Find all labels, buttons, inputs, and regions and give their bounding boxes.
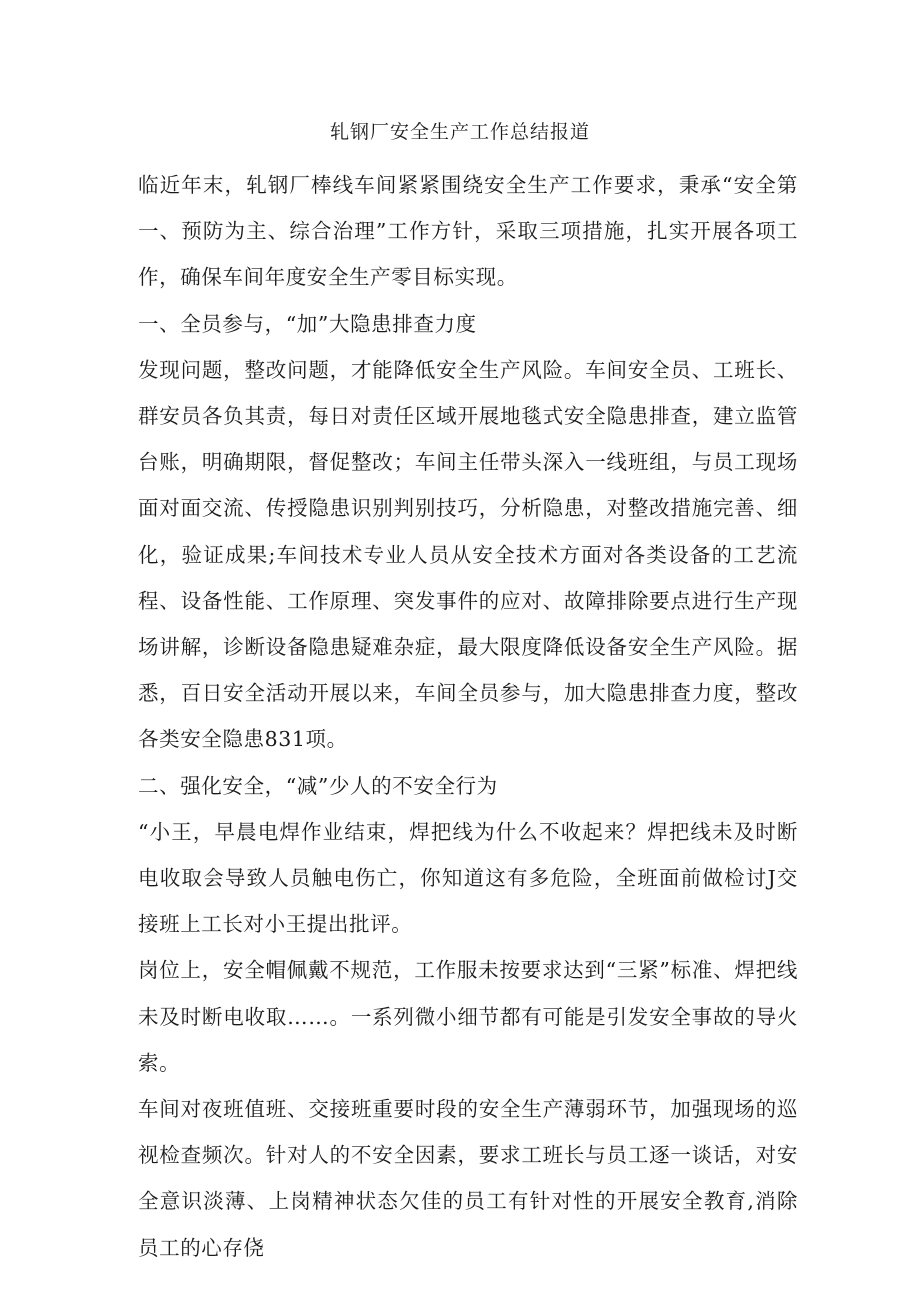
paragraph-intro: 临近年末，轧钢厂棒线车间紧紧围绕安全生产工作要求，秉承“安全第一、预防为主、综合治理”工作方针，采取三项措施，扎实开展各项工作，确保车间年度安全生产零目标实现。 xyxy=(138,173,798,290)
paragraph-quote: “小王，早晨电焊作业结束，焊把线为什么不收起来？焊把线未及时断电收取会导致人员触电伤亡，你知道这有多危险，全班面前做检讨J交接班上工长对小王提出批评。 xyxy=(138,819,798,937)
section-heading-1: 一、全员参与，“加”大隐患排查力度 xyxy=(138,311,477,336)
section-heading-2: 二、强化安全，“减”少人的不安全行为 xyxy=(138,773,498,798)
paragraph-details: 岗位上，安全帽佩戴不规范，工作服未按要求达到“三紧”标准、焊把线未及时断电收取……。一系列微小细节都有可能是引发安全事故的导火索。 xyxy=(138,958,798,1075)
document-body xyxy=(138,162,798,1271)
document-title: 轧钢厂安全生产工作总结报道 xyxy=(329,121,590,143)
paragraph-measures: 车间对夜班值班、交接班重要时段的安全生产薄弱环节，加强现场的巡视检查频次。针对人的不安全因素，要求工班长与员工逐一谈话，对安全意识淡薄、上岗精神状态欠佳的员工有针对性的开展安全教育,消除员工的心存侥 xyxy=(138,1097,798,1260)
paragraph-section-1: 发现问题，整改问题，才能降低安全生产风险。车间安全员、工班长、群安员各负其责，每日对责任区域开展地毯式安全隐患排查，建立监管台账，明确期限，督促整改；车间主任带头深入一线班组，与员工现场面对面交流、传授隐患识别判别技巧，分析隐患，对整改措施完善、细化，验证成果;车间技术专业人员从安全技术方面对各类设备的工艺流程、设备性能、工作原理、突发事件的应对、故障排除要点进行生产现场讲解，诊断设备隐患疑难杂症，最大限度降低设备安全生产风险。据悉，百日安全活动开展以来，车间全员参与，加大隐患排查力度，整改各类安全隐患831项。 xyxy=(138,357,798,752)
